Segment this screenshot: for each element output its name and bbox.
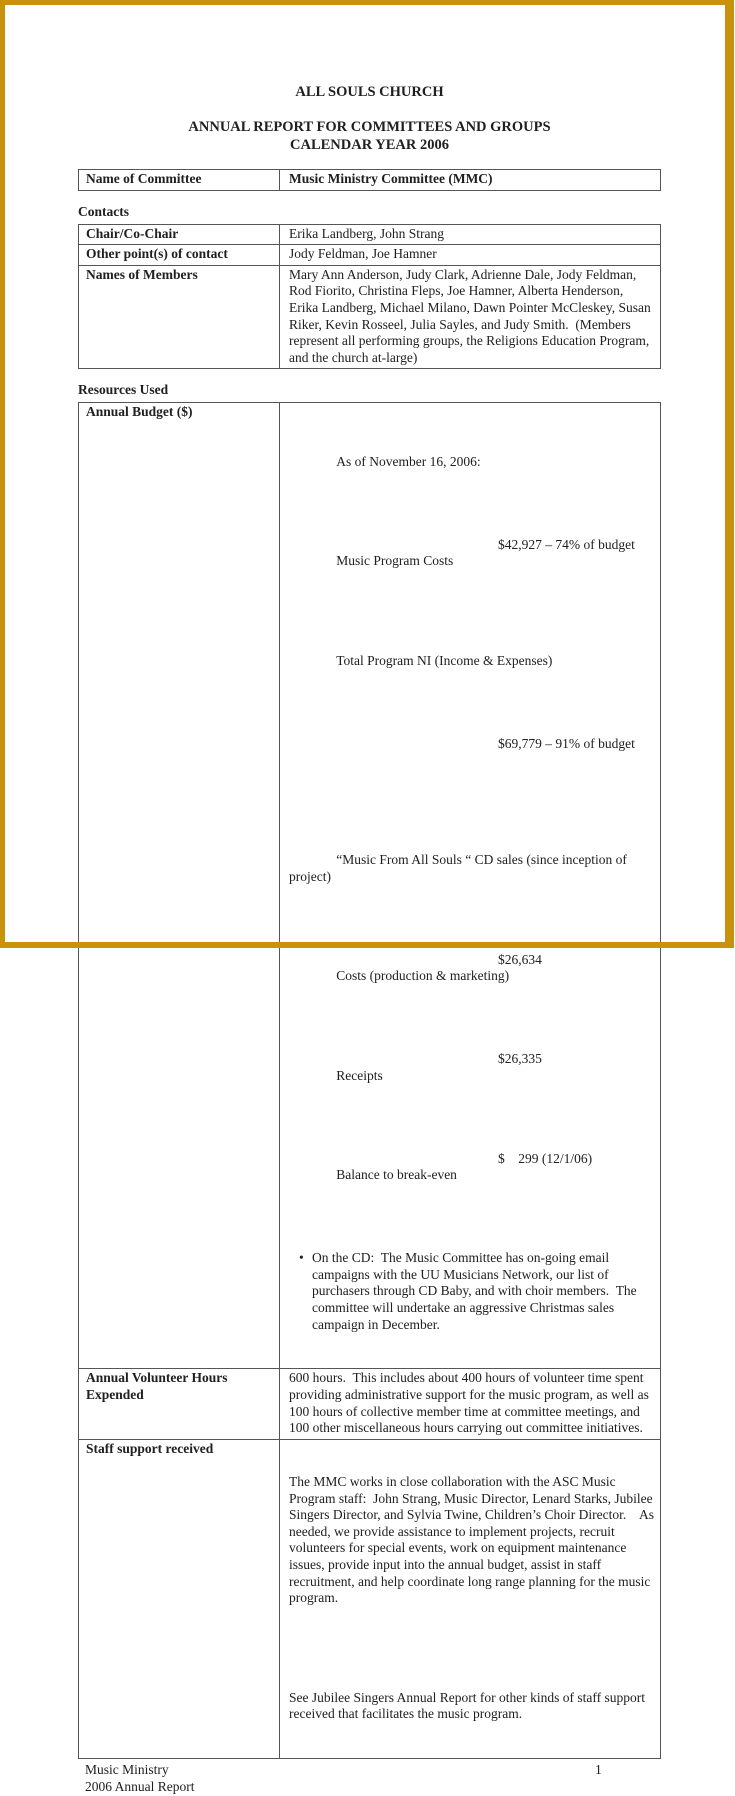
table-row [79, 224, 661, 245]
bullet-icon: • [299, 1250, 304, 1266]
table-row [79, 245, 661, 266]
footer-line-2: 2006 Annual Report [85, 1778, 195, 1794]
annual-budget-value [280, 403, 661, 1369]
footer-line-1: Music Ministry [85, 1762, 169, 1778]
staff-support-paragraph-1: The MMC works in close collaboration with the ASC Music Program staff: John Strang, Music Director, Lenard Starks, Jubilee Singers Director, and Sylvia Twine, Children’s Choir Director. As needed, we provide assistance to implement projects, recruit volunteers for special events, work on equipment maintenance issues, provide input into the annual budget, assist in staff recruitment, and help coordinate long range planning for the music program. [289, 1474, 658, 1606]
annual-budget-label: Annual Budget ($) [79, 403, 280, 1369]
table-row [79, 403, 661, 1369]
report-title-block [78, 119, 661, 155]
volunteer-hours-value: 600 hours. This includes about 400 hours of volunteer time spent providing administrative support for the music program, as well as 100 hours of collective member time at committee meetings, and 100 other miscellaneous hours carrying out committee initiatives. [280, 1369, 661, 1439]
paragraph-gap [289, 1640, 654, 1657]
page-number: 1 [595, 1762, 602, 1778]
committee-name-label: Name of Committee [79, 170, 280, 191]
contacts-table [78, 224, 661, 370]
staff-support-value [280, 1439, 661, 1758]
resources-heading: Resources Used [78, 382, 169, 398]
table-row [79, 265, 661, 369]
budget-line: Balance to break-even $ 299 (12/1/06) [336, 1150, 593, 1183]
budget-line: Receipts $26,335 [336, 1051, 542, 1083]
contacts-heading: Contacts [78, 204, 129, 220]
page-footer [78, 1762, 661, 1796]
document-content [78, 0, 661, 1796]
other-contact-value: Jody Feldman, Joe Hamner [280, 245, 661, 266]
chair-value: Erika Landberg, John Strang [280, 224, 661, 245]
report-title: ANNUAL REPORT FOR COMMITTEES AND GROUPS [188, 118, 551, 135]
budget-line: Total Program NI (Income & Expenses) [336, 652, 553, 668]
footer-doc-label [85, 1762, 661, 1796]
budget-bullet-item [289, 1250, 654, 1333]
staff-support-label: Staff support received [79, 1439, 280, 1758]
members-label: Names of Members [79, 265, 280, 369]
chair-label: Chair/Co-Chair [79, 224, 280, 245]
budget-line: Costs (production & marketing) $26,634 [336, 951, 542, 984]
committee-name-value: Music Ministry Committee (MMC) [280, 170, 661, 191]
table-row [79, 1439, 661, 1758]
church-name-title: ALL SOULS CHURCH [295, 84, 444, 100]
other-contact-label: Other point(s) of contact [79, 245, 280, 266]
committee-name-table [78, 169, 661, 191]
members-value: Mary Ann Anderson, Judy Clark, Adrienne Dale, Jody Feldman, Rod Fiorito, Christina Fleps, Joe Hamner, Alberta Henderson, Erika Landberg, Michael Milano, Dawn Pointer McCleskey, Susan Riker, Kevin Rosseel, Julia Sayles, and Judy Smith. (Members represent all performing groups, the Religions Education Program, and the church at-large) [280, 265, 661, 369]
budget-bullet-text: On the CD: The Music Committee has on-going email campaigns with the UU Musicians Network, our list of purchasers through CD Baby, and with choir members. The committee will undertake an aggressive Christmas sales campaign in December. [312, 1250, 641, 1332]
table-row [79, 1369, 661, 1439]
budget-line: “Music From All Souls “ CD sales (since inception of project) [289, 852, 631, 884]
budget-line: Music Program Costs $42,927 – 74% of budget [336, 536, 635, 569]
calendar-year: CALENDAR YEAR 2006 [290, 136, 449, 153]
volunteer-hours-label: Annual Volunteer Hours Expended [79, 1369, 280, 1439]
resources-table [78, 402, 661, 1759]
staff-support-paragraph-2: See Jubilee Singers Annual Report for other kinds of staff support received that facilitates the music program. [289, 1689, 649, 1722]
table-row [79, 170, 661, 191]
budget-line: As of November 16, 2006: [336, 453, 481, 469]
budget-line: $69,779 – 91% of budget [498, 735, 635, 751]
